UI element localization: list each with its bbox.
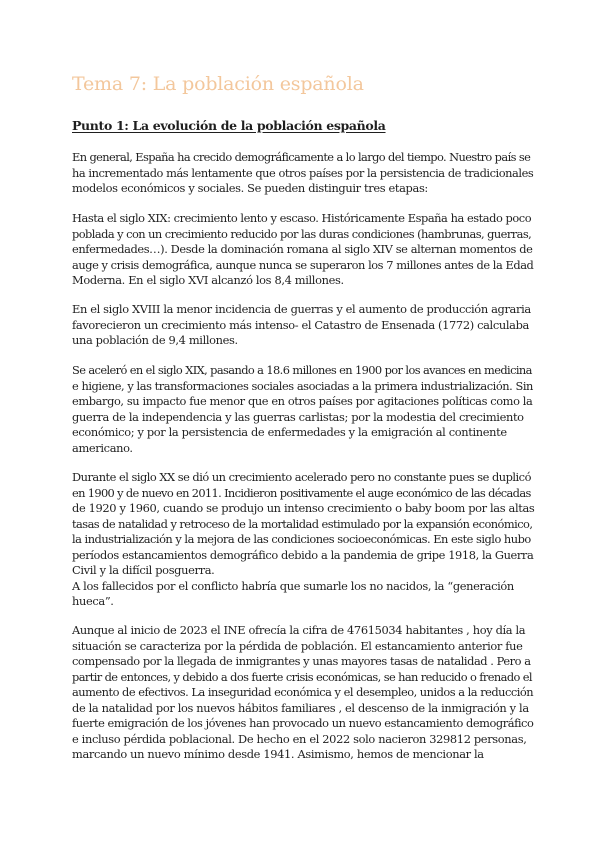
text-line: favorecieron un crecimiento más intenso- el Catastro de Ensenada (1772) calculaba: [72, 317, 529, 332]
paragraph-siglo-xx: [72, 470, 535, 610]
text-line: en 1900 y de nuevo en 2011. Incidieron positivamente el auge económico de las décadas: [72, 485, 531, 500]
paragraph-siglo-xix: [72, 363, 533, 456]
text-line: Durante el siglo XX se dió un crecimiento acelerado pero no constante pues se duplicó: [72, 470, 531, 484]
text-line: auge y crisis demográfica, aunque nunca se superaron los 7 millones antes de la Edad: [72, 257, 534, 272]
text-line: Civil y la difícil posguerra.: [72, 563, 215, 577]
text-line: americano.: [72, 440, 133, 455]
text-line: hueca”.: [72, 594, 114, 608]
text-line: períodos estancamientos demográfico debido a la pandemia de gripe 1918, la Guerra: [72, 547, 534, 562]
text-line: partir de entonces, y debido a dos fuerte crisis económicas, se han reducido o frenado el: [72, 669, 532, 684]
text-line: de 1920 y 1960, cuando se produjo un intenso crecimiento o baby boom por las altas: [72, 501, 535, 515]
text-line: económico; y por la persistencia de enfermedades y la emigración al continente: [72, 425, 507, 439]
text-line: enfermedades…). Desde la dominación romana al siglo XIV se alternan momentos de: [72, 242, 533, 256]
text-line: marcando un nuevo mínimo desde 1941. Asimismo, hemos de mencionar la: [72, 747, 484, 761]
text-line: la industrialización y la mejora de las condiciones socioeconómicas. En este siglo hubo: [72, 532, 531, 546]
text-line: Hasta el siglo XIX: crecimiento lento y escaso. Históricamente España ha estado poco: [72, 211, 532, 225]
text-line: fuerte emigración de los jóvenes han provocado un nuevo estancamiento demográfico: [72, 716, 534, 730]
paragraph-xix: [72, 211, 534, 289]
text-line: Se aceleró en el siglo XIX, pasando a 18.6 millones en 1900 por los avances en medicina: [72, 363, 532, 377]
text-line: guerra de la independencia y las guerras carlistas; por la modestia del crecimiento: [72, 409, 524, 424]
text-line: poblada y con un crecimiento reducido por las duras condiciones (hambrunas, guerras,: [72, 226, 532, 241]
text-line: embargo, su impacto fue menor que en otros países por agitaciones políticas como la: [72, 394, 533, 408]
paragraph-xviii: [72, 302, 531, 349]
text-line: Aunque al inicio de 2023 el INE ofrecía la cifra de 47615034 habitantes , hoy día la: [72, 623, 526, 637]
page-title: Tema 7: La población española: [72, 73, 364, 95]
section-heading: Punto 1: La evolución de la población española: [72, 118, 386, 133]
paragraph-intro: [72, 150, 534, 197]
text-line: compensado por la llegada de inmigrantes y unas mayores tasas de natalidad . Pero a: [72, 654, 531, 668]
text-line: de la natalidad por los nuevos hábitos familiares , el descenso de la inmigración y la: [72, 700, 529, 715]
text-line: En general, España ha crecido demográficamente a lo largo del tiempo. Nuestro país se: [72, 150, 531, 164]
text-line: En el siglo XVIII la menor incidencia de guerras y el aumento de producción agraria: [72, 302, 531, 316]
text-line: e higiene, y las transformaciones sociales asociadas a la primera industrialización. Sin: [72, 378, 533, 393]
text-line: ha incrementado más lentamente que otros países por la persistencia de tradicionales: [72, 165, 534, 180]
text-line: A los fallecidos por el conflicto habría que sumarle los no nacidos, la “generación: [72, 578, 514, 593]
text-line: modelos económicos y sociales. Se pueden distinguir tres etapas:: [72, 181, 428, 195]
text-line: situación se caracteriza por la pérdida de población. El estancamiento anterior fue: [72, 638, 523, 653]
text-line: e incluso pérdida poblacional. De hecho en el 2022 solo nacieron 329812 personas,: [72, 731, 527, 746]
text-line: aumento de efectivos. La inseguridad económica y el desempleo, unidos a la reducción: [72, 685, 534, 699]
text-line: tasas de natalidad y retroceso de la mortalidad estimulado por la expansión económico,: [72, 516, 533, 531]
text-line: una población de 9,4 millones.: [72, 333, 238, 347]
text-line: Moderna. En el siglo XVI alcanzó los 8,4 millones.: [72, 273, 344, 287]
paragraph-actualidad: [72, 623, 534, 763]
